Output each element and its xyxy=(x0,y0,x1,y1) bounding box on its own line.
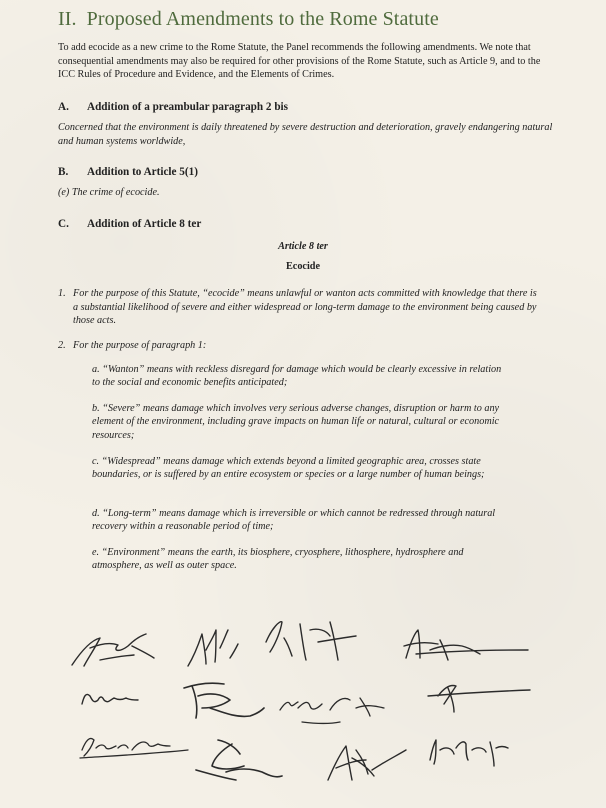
paragraph-number: 2. xyxy=(58,340,66,351)
definition-e: e. “Environment” means the earth, its biosphere, cryosphere, lithosphere, hydrosphere and atmosphere, as well as outer space. xyxy=(92,547,464,572)
section-title xyxy=(58,8,439,31)
definition-c: c. “Widespread” means damage which extends beyond a limited geographic area, crosses state boundaries, or is suffered by an entire ecosystem or species or a large number of human beings; xyxy=(92,456,485,481)
section-b-letter: B. xyxy=(58,166,69,178)
article-title: Article 8 ter xyxy=(278,241,328,252)
section-number: II. xyxy=(58,8,77,30)
section-c-letter: C. xyxy=(58,218,69,230)
definition-d: d. “Long-term” means damage which is irreversible or which cannot be redressed through natural recovery within a reasonable period of time; xyxy=(92,508,496,533)
paragraph-text: For the purpose of paragraph 1: xyxy=(73,340,207,351)
section-title-text: Proposed Amendments to the Rome Statute xyxy=(86,8,439,30)
section-a-body: Concerned that the environment is daily threatened by severe destruction and deterioration, gravely endangering natural and human systems worldwide, xyxy=(58,122,553,147)
article-subtitle: Ecocide xyxy=(286,261,320,272)
signatures-drawing xyxy=(0,600,606,808)
section-c-title: Addition of Article 8 ter xyxy=(87,218,202,230)
section-a-letter: A. xyxy=(58,101,69,113)
section-a-title: Addition of a preambular paragraph 2 bis xyxy=(87,101,288,113)
section-b-title: Addition to Article 5(1) xyxy=(87,166,198,178)
article-paragraph-1 xyxy=(58,287,544,328)
article-paragraph-2 xyxy=(58,339,544,353)
section-b-heading xyxy=(58,166,198,178)
signatures-block xyxy=(0,600,606,808)
paragraph-text: For the purpose of this Statute, “ecocide” means unlawful or wanton acts committed with knowledge that there is a substantial likelihood of severe and either widespread or long-term damage to the environment being caused by those acts. xyxy=(73,288,537,327)
section-c-heading xyxy=(58,218,201,230)
intro-paragraph: To add ecocide as a new crime to the Rome Statute, the Panel recommends the following amendments. We note that consequential amendments may also be required for other provisions of the Rome Statute, such as Article 9, and to the ICC Rules of Procedure and Evidence, and the Elements of Crimes. xyxy=(58,42,541,81)
section-b-body: (e) The crime of ecocide. xyxy=(58,187,160,198)
definition-b: b. “Severe” means damage which involves very serious adverse changes, disruption or harm to any element of the environment, including grave impacts on human life or natural, cultural or economic resources; xyxy=(92,403,500,441)
paragraph-number: 1. xyxy=(58,288,66,299)
section-a-heading xyxy=(58,101,288,113)
definition-a: a. “Wanton” means with reckless disregard for damage which would be clearly excessive in relation to the social and economic benefits anticipated; xyxy=(92,364,502,389)
